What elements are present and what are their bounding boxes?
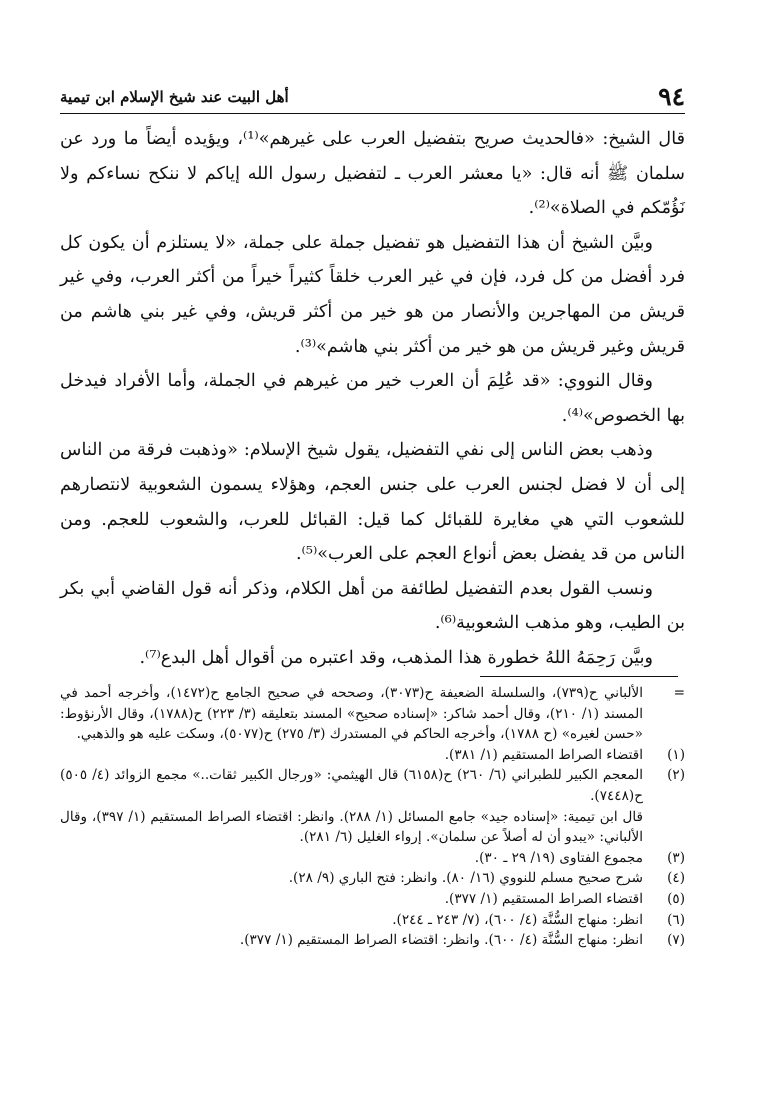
footnote-number: (٦) bbox=[667, 911, 685, 928]
running-title: أهل البيت عند شيخ الإسلام ابن تيمية bbox=[60, 88, 289, 106]
footnote bbox=[60, 848, 685, 869]
footnote-text: اقتضاء الصراط المستقيم (١/ ٣٨١). bbox=[444, 746, 643, 763]
footnote bbox=[60, 807, 685, 848]
footnote-number: = bbox=[673, 685, 685, 701]
paragraph: وقال النووي: «قد عُلِمَ أن العرب خير من غيرهم في الجملة، وأما الأفراد فيدخل بها الخصوص»⁽⁴⁾. bbox=[60, 371, 685, 426]
paragraph: ونسب القول بعدم التفضيل لطائفة من أهل الكلام، وذكر أنه قول القاضي أبي بكر بن الطيب، وهو مذهب الشعوبية⁽⁶⁾. bbox=[60, 578, 685, 634]
footnote-separator bbox=[480, 676, 678, 677]
footnote bbox=[60, 889, 685, 910]
footnote-number: (٥) bbox=[667, 890, 685, 907]
footnote bbox=[60, 868, 685, 889]
footnote-text: انظر: منهاج السُّنَّة (٤/ ٦٠٠). وانظر: اقتضاء الصراط المستقيم (١/ ٣٧٧). bbox=[239, 932, 643, 949]
footnote bbox=[60, 683, 685, 745]
footnote-text: اقتضاء الصراط المستقيم (١/ ٣٧٧). bbox=[444, 890, 643, 907]
footnote-text: المعجم الكبير للطبراني (٦/ ٢٦٠) ح(٦١٥٨) قال الهيثمي: «ورجال الكبير ثقات..» مجمع الزوائد (٤/ ٥٠٥) ح(٧٤٤٨). bbox=[60, 767, 643, 804]
footnote-number: (٧) bbox=[667, 932, 685, 949]
footnote-text: انظر: منهاج السُّنَّة (٤/ ٦٠٠)، (٧/ ٢٤٣ ـ ٢٤٤). bbox=[392, 911, 643, 928]
footnotes bbox=[60, 683, 685, 951]
footnote-text: قال ابن تيمية: «إسناده جيد» جامع المسائل (١/ ٢٨٨). وانظر: اقتضاء الصراط المستقيم (١/ ٣٩٧)، وقال الألباني: «يبدو أن له أصلاً عن سلمان». إرواء الغليل (٦/ ٢٨١). bbox=[60, 808, 643, 846]
paragraph: وبيَّن رَحِمَهُ اللهُ خطورة هذا المذهب، وقد اعتبره من أقوال أهل البدع⁽⁷⁾. bbox=[139, 647, 653, 668]
page-number: ٩٤ bbox=[658, 82, 685, 111]
footnote-number: (٤) bbox=[667, 870, 685, 887]
footnote-text: شرح صحيح مسلم للنووي (١٦/ ٨٠). وانظر: فتح الباري (٩/ ٢٨). bbox=[288, 870, 643, 887]
footnote bbox=[60, 745, 685, 766]
footnote-text: الألباني ح(٧٣٩)، والسلسلة الضعيفة ح(٣٠٧٣)، وصححه في صحيح الجامع ح(١٤٧٢)، وأخرجه أحمد في المسند (١/ ٢١٠)، وقال أحمد شاكر: «إسناده صحيح» المسند بتعليقه (٣/ ٢٢٣) ح(١٧٨٨)، وقال الأرنؤوط: «حسن لغيره» (ح ١٧٨٨)، وأخرجه الحاكم في المستدرك (٣/ ٢٧٥) ح(٥٠٧٧)، وسكت عليه هو والذهبي. bbox=[60, 685, 643, 743]
footnote-text: مجموع الفتاوى (١٩/ ٢٩ ـ ٣٠). bbox=[474, 849, 643, 866]
footnote-number: (٢) bbox=[667, 767, 685, 784]
footnote bbox=[60, 765, 685, 806]
main-text bbox=[60, 122, 685, 676]
header-rule bbox=[60, 113, 685, 114]
page-header bbox=[60, 78, 685, 112]
paragraph: قال الشيخ: «فالحديث صريح بتفضيل العرب على غيرهم»⁽¹⁾، ويؤيده أيضاً ما ورد عن سلمان ﷺ أنه قال: «يا معشر العرب ـ لتفضيل رسول الله إياكم لا ننكح نساءكم ولا نَؤُمّكم في الصلاة»⁽²⁾. bbox=[60, 129, 685, 219]
footnote-number: (٣) bbox=[667, 849, 685, 866]
paragraph: وبيَّن الشيخ أن هذا التفضيل هو تفضيل جملة على جملة، «لا يستلزم أن يكون كل فرد أفضل من كل فرد، فإن في غير العرب خلقاً كثيراً خيراً من أكثر العرب، وفي غير قريش من المهاجرين والأنصار من هو خير من أكثر قريش، وفي غير بني هاشم من قريش وغير قريش من هو خير من أكثر بني هاشم»⁽³⁾. bbox=[60, 232, 685, 357]
footnote-number: (١) bbox=[667, 746, 685, 763]
paragraph: وذهب بعض الناس إلى نفي التفضيل، يقول شيخ الإسلام: «وذهبت فرقة من الناس إلى أن لا فضل لجنس العرب على جنس العجم، وهؤلاء يسمون الشعوبية لانتصارهم للشعوب التي هي مغايرة للقبائل كما قيل: القبائل للعرب، والشعوب للعجم. ومن الناس من قد يفضل بعض أنواع العجم على العرب»⁽⁵⁾. bbox=[60, 440, 685, 565]
footnote bbox=[60, 930, 685, 951]
footnote bbox=[60, 910, 685, 931]
